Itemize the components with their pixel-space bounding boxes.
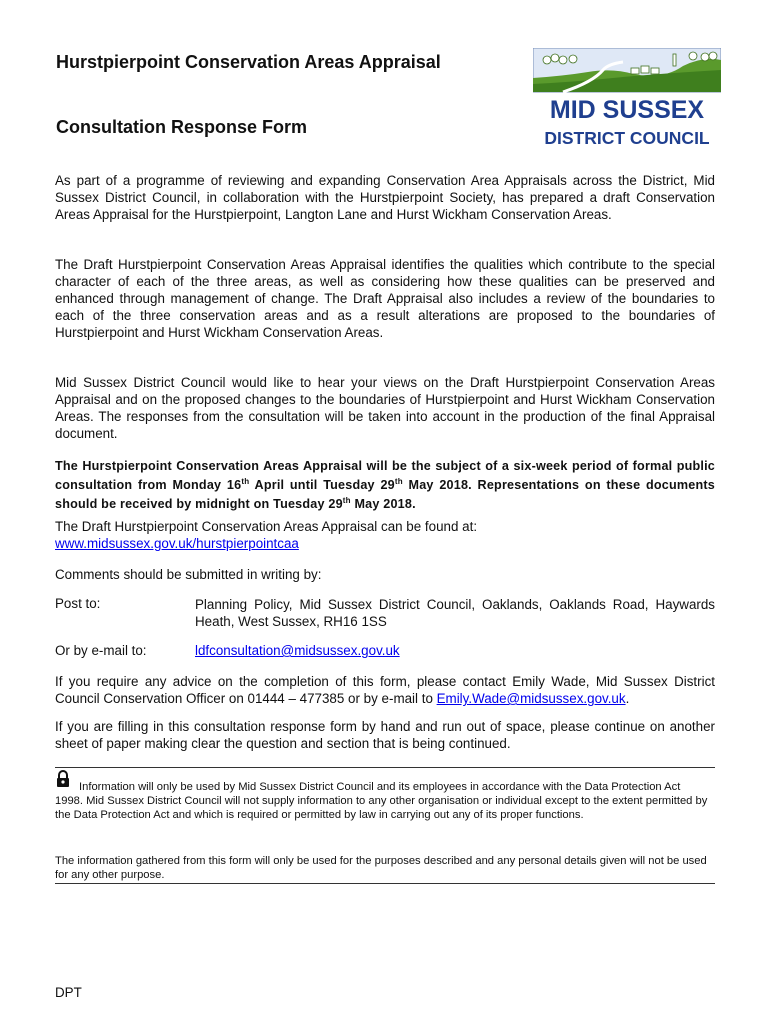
notice-part-2: April until Tuesday 29: [249, 478, 395, 493]
email-label: Or by e-mail to:: [55, 643, 147, 658]
data-protection-paragraph-1: Information will only be used by Mid Sussex District Council and its employees in accordance with the Data Protection Act 1998. Mid Sussex District Council will not supply information to any other organisation or individual except to the extent permitted by the Data Protection Act and which is required or permitted by law in carrying out any of its proper functions.: [55, 781, 708, 821]
handwriting-note: If you are filling in this consultation response form by hand and run out of space, please continue on another sheet of paper making clear the question and section that is being continued.: [55, 719, 715, 751]
notice-part-1: The Hurstpierpoint Conservation Areas Appraisal will be the subject of a six-week period of formal public consultation from Monday 16: [55, 459, 715, 493]
advice-text-end: .: [625, 691, 630, 706]
advice-text: If you require any advice on the completion of this form, please contact Emily Wade, Mid Sussex District Council Conservation Officer on 01444 – 477385 or by e-mail to: [55, 674, 715, 706]
data-protection-paragraph-2: The information gathered from this form will only be used for the purposes described and any personal details given will not be used for any other purpose.: [55, 855, 707, 881]
officer-email-link[interactable]: Emily.Wade@midsussex.gov.uk: [436, 691, 626, 706]
intro-paragraph-1: As part of a programme of reviewing and expanding Conservation Area Appraisals across the District, Mid Sussex District Council, in collaboration with the Hurstpierpoint Society, has prepared a draft Conservation Areas Appraisal for the Hurstpierpoint, Langton Lane and Hurst Wickham Conservation Areas.: [55, 173, 715, 222]
logo-landscape-graphic: [533, 48, 721, 152]
notice-sup-3: th: [342, 496, 351, 506]
notice-sup-2: th: [394, 477, 403, 486]
post-label: Post to:: [55, 596, 101, 611]
page-title: Hurstpierpoint Conservation Areas Appraisal: [56, 52, 441, 72]
found-at-text: The Draft Hurstpierpoint Conservation Areas Appraisal can be found at:: [55, 519, 478, 534]
logo-line1: MID SUSSEX: [549, 96, 705, 124]
advice-paragraph: [55, 673, 715, 707]
notice-part-4: May 2018.: [350, 497, 416, 512]
consultation-email-link[interactable]: ldfconsultation@midsussex.gov.uk: [195, 643, 400, 658]
divider-top: [55, 767, 715, 768]
mid-sussex-logo: [533, 48, 721, 152]
form-subtitle: Consultation Response Form: [56, 117, 308, 137]
post-address: Planning Policy, Mid Sussex District Council, Oaklands, Oaklands Road, Haywards Heath, West Sussex, RH16 1SS: [195, 597, 715, 629]
intro-paragraph-2: The Draft Hurstpierpoint Conservation Areas Appraisal identifies the qualities which contribute to the special character of each of the three areas, as well as considering how these qualities can be preserved and enhanced through management of change. The Draft Appraisal also includes a review of the boundaries to each of the three conservation areas and as a result alterations are proposed to the boundaries of Hurstpierpoint and Hurst Wickham Conservation Areas.: [55, 257, 715, 340]
notice-part-3: May 2018. Representations on these documents should be received by midnight on Tuesday 29: [55, 478, 715, 512]
footer-code: DPT: [55, 985, 82, 1000]
appraisal-link[interactable]: www.midsussex.gov.uk/hurstpierpointcaa: [55, 536, 299, 551]
consultation-notice: [55, 458, 715, 512]
submission-intro: Comments should be submitted in writing by:: [55, 567, 322, 582]
intro-paragraph-3: Mid Sussex District Council would like to hear your views on the Draft Hurstpierpoint Conservation Areas Appraisal and on the proposed changes to the boundaries of Hurstpierpoint and Hurst Wickham Conservation Areas. The responses from the consultation will be taken into account in the production of the final Appraisal document.: [55, 375, 715, 441]
logo-line2: DISTRICT COUNCIL: [544, 128, 710, 148]
notice-sup-1: th: [241, 477, 250, 486]
divider-bottom: [55, 883, 715, 884]
